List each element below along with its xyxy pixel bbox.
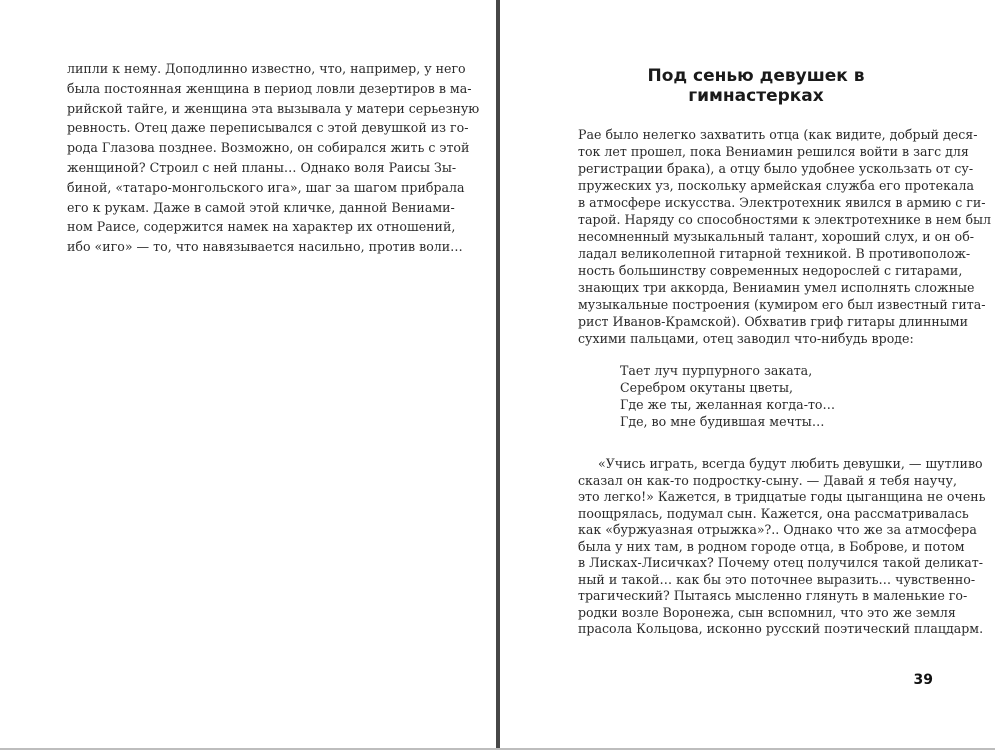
text-line: несомненный музыкальный талант, хороший слух, и он об- [578, 229, 975, 244]
right-page [500, 0, 995, 750]
text-line: Где же ты, желанная когда-то… [620, 397, 836, 412]
text-line: была у них там, в родном городе отца, в Боброве, и потом [578, 538, 965, 554]
text-line: была постоянная женщина в период ловли дезертиров в ма- [67, 80, 472, 96]
text-line: ный и такой… как бы это поточнее выразить… чувственно- [578, 571, 976, 587]
text-line: знающих три аккорда, Вениамин умел исполнять сложные [578, 280, 975, 295]
text-line: как «буржуазная отрыжка»?.. Однако что же за атмосфера [578, 522, 977, 537]
text-line: сухими пальцами, отец заводил что-нибудь вроде: [578, 331, 914, 346]
text-line: рийской тайге, и женщина эта вызывала у матери серьезную [67, 100, 480, 116]
left-page-text [67, 59, 480, 257]
text-line: ладал великолепной гитарной техникой. В противополож- [578, 246, 971, 261]
chapter-title: Под сенью девушек в гимнастерках [647, 66, 865, 106]
text-line: рист Иванов-Крамской). Обхватив гриф гитары длинными [578, 314, 968, 329]
text-line: ном Раисе, содержится намек на характер их отношений, [67, 219, 456, 235]
text-line: регистрации брака), а отцу было удобнее ускользать от су- [578, 161, 974, 176]
text-line: сказал он как-то подростку-сыну. — Давай я тебя научу, [578, 472, 957, 488]
text-line: его к рукам. Даже в самой этой кличке, данной Вениами- [67, 199, 455, 215]
text-line: Серебром окутаны цветы, [620, 380, 794, 395]
text-line: Где, во мне будившая мечты… [620, 414, 825, 429]
text-line: прасола Кольцова, исконно русский поэтический плацдарм. [578, 621, 984, 636]
paragraph-2 [578, 456, 986, 638]
text-line: ток лет прошел, пока Вениамин решился войти в загс для [578, 144, 969, 159]
text-line: трагический? Пытаясь мысленно глянуть в маленькие го- [578, 588, 968, 603]
text-line: музыкальные построения (кумиром его был известный гита- [578, 297, 986, 312]
text-line: в Лисках-Лисичках? Почему отец получился такой деликат- [578, 555, 983, 570]
text-line: ибо «иго» — то, что навязывается насильно, против воли… [67, 239, 463, 255]
text-line: родки возле Воронежа, сын вспомнил, что это же земля [578, 604, 956, 620]
text-line: ревность. Отец даже переписывался с этой девушкой из го- [67, 120, 469, 136]
poem-quote [620, 362, 835, 430]
text-line: тарой. Наряду со способностями к электротехнике в нем был [578, 212, 992, 227]
left-page [0, 0, 496, 750]
text-line: Тает луч пурпурного заката, [620, 363, 813, 378]
text-line: ность большинству современных недорослей с гитарами, [578, 263, 963, 278]
text-line: липли к нему. Доподлинно известно, что, например, у него [67, 61, 466, 76]
page-number: 39 [913, 672, 933, 688]
text-line: Рае было нелегко захватить отца (как видите, добрый деся- [578, 127, 978, 142]
paragraph-1 [578, 126, 992, 347]
text-line: это легко!» Кажется, в тридцатые годы цыганщина не очень [578, 489, 986, 504]
text-line: поощрялась, подумал сын. Кажется, она рассматривалась [578, 505, 969, 521]
text-line: «Учись играть, всегда будут любить девушки, — шутливо [598, 456, 983, 471]
text-line: в атмосфере искусства. Электротехник явился в армию с ги- [578, 195, 986, 210]
text-line: биной, «татаро-монгольского ига», шаг за шагом прибрала [67, 179, 465, 195]
text-line: рода Глазова позднее. Возможно, он собирался жить с этой [67, 140, 470, 156]
text-line: женщиной? Строил с ней планы… Однако воля Раисы Зы- [67, 159, 457, 175]
text-line: пружеских уз, поскольку армейская служба его протекала [578, 178, 974, 193]
